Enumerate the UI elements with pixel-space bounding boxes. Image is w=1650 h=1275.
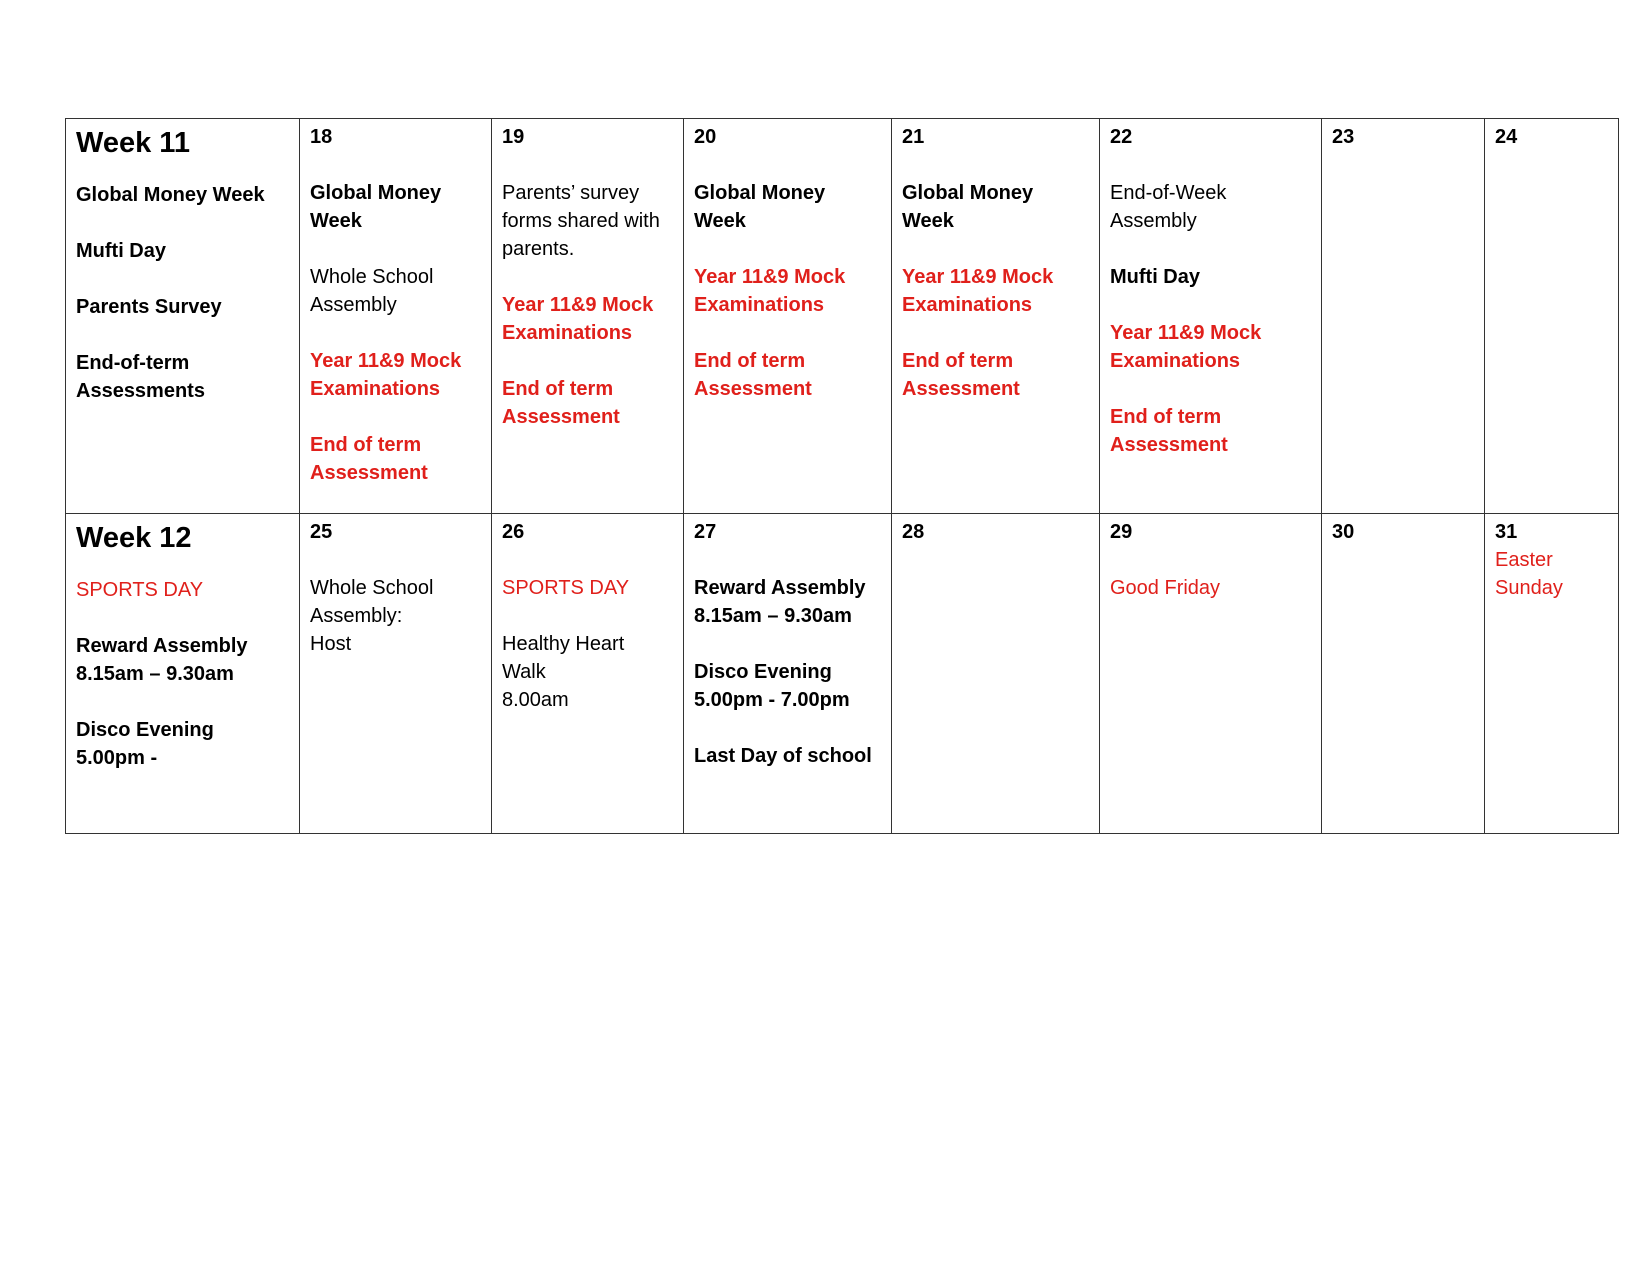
day-number: 19 bbox=[502, 126, 525, 148]
event: SPORTS DAY bbox=[502, 577, 630, 599]
week-summary-item: Disco Evening 5.00pm - bbox=[76, 719, 214, 769]
day-number: 27 bbox=[694, 521, 717, 543]
event: End of term Assessment bbox=[694, 350, 812, 400]
event: Global Money Week bbox=[694, 182, 826, 232]
day-cell bbox=[492, 514, 684, 834]
event: Whole School Assembly: Host bbox=[310, 577, 434, 655]
day-cell bbox=[1100, 119, 1322, 514]
event: Global Money Week bbox=[310, 182, 442, 232]
event: Last Day of school bbox=[694, 745, 872, 767]
event: End of term Assessment bbox=[902, 350, 1020, 400]
event: Whole School Assembly bbox=[310, 266, 434, 316]
event: Year 11&9 Mock Examinations bbox=[502, 294, 654, 344]
day-cell bbox=[1322, 514, 1485, 834]
event: Disco Evening 5.00pm - 7.00pm bbox=[694, 661, 850, 711]
day-cell bbox=[684, 119, 892, 514]
day-cell bbox=[1485, 514, 1619, 834]
day-number: 22 bbox=[1110, 126, 1133, 148]
week-summary-item: Mufti Day bbox=[76, 240, 166, 262]
event: End-of-Week Assembly bbox=[1110, 182, 1227, 232]
week-row bbox=[66, 514, 1619, 834]
day-cell bbox=[684, 514, 892, 834]
week-summary-item: Reward Assembly 8.15am – 9.30am bbox=[76, 635, 248, 685]
week-summary-item: End-of-term Assessments bbox=[76, 352, 205, 402]
event: Year 11&9 Mock Examinations bbox=[694, 266, 846, 316]
event: Reward Assembly 8.15am – 9.30am bbox=[694, 577, 866, 627]
event: Global Money Week bbox=[902, 182, 1034, 232]
day-cell bbox=[492, 119, 684, 514]
event: Year 11&9 Mock Examinations bbox=[902, 266, 1054, 316]
day-number: 24 bbox=[1495, 126, 1518, 148]
day-cell bbox=[300, 514, 492, 834]
week-label-cell bbox=[66, 119, 300, 514]
day-number: 31 bbox=[1495, 521, 1518, 543]
week-title: Week 12 bbox=[76, 522, 192, 554]
event: Easter Sunday bbox=[1495, 549, 1563, 599]
event: End of term Assessment bbox=[310, 434, 428, 484]
event: Good Friday bbox=[1110, 577, 1221, 599]
day-cell bbox=[1100, 514, 1322, 834]
day-number: 21 bbox=[902, 126, 925, 148]
event: Mufti Day bbox=[1110, 266, 1200, 288]
day-cell bbox=[1485, 119, 1619, 514]
day-number: 18 bbox=[310, 126, 333, 148]
week-row bbox=[66, 119, 1619, 514]
day-number: 23 bbox=[1332, 126, 1355, 148]
event: Healthy Heart Walk 8.00am bbox=[502, 633, 625, 711]
day-cell bbox=[300, 119, 492, 514]
day-number: 28 bbox=[902, 521, 925, 543]
day-number: 30 bbox=[1332, 521, 1355, 543]
week-summary-item: Parents Survey bbox=[76, 296, 222, 318]
day-number: 20 bbox=[694, 126, 717, 148]
day-number: 29 bbox=[1110, 521, 1133, 543]
week-summary-item: SPORTS DAY bbox=[76, 579, 204, 601]
day-number: 25 bbox=[310, 521, 333, 543]
calendar-table bbox=[65, 118, 1619, 834]
event: Parents’ survey forms shared with parents. bbox=[502, 182, 660, 260]
day-cell bbox=[892, 514, 1100, 834]
event: Year 11&9 Mock Examinations bbox=[1110, 322, 1262, 372]
day-cell bbox=[1322, 119, 1485, 514]
day-number: 26 bbox=[502, 521, 525, 543]
week-label-cell bbox=[66, 514, 300, 834]
event: End of term Assessment bbox=[1110, 406, 1228, 456]
event: Year 11&9 Mock Examinations bbox=[310, 350, 462, 400]
week-title: Week 11 bbox=[76, 127, 190, 159]
week-summary-item: Global Money Week bbox=[76, 184, 265, 206]
day-cell bbox=[892, 119, 1100, 514]
event: End of term Assessment bbox=[502, 378, 620, 428]
